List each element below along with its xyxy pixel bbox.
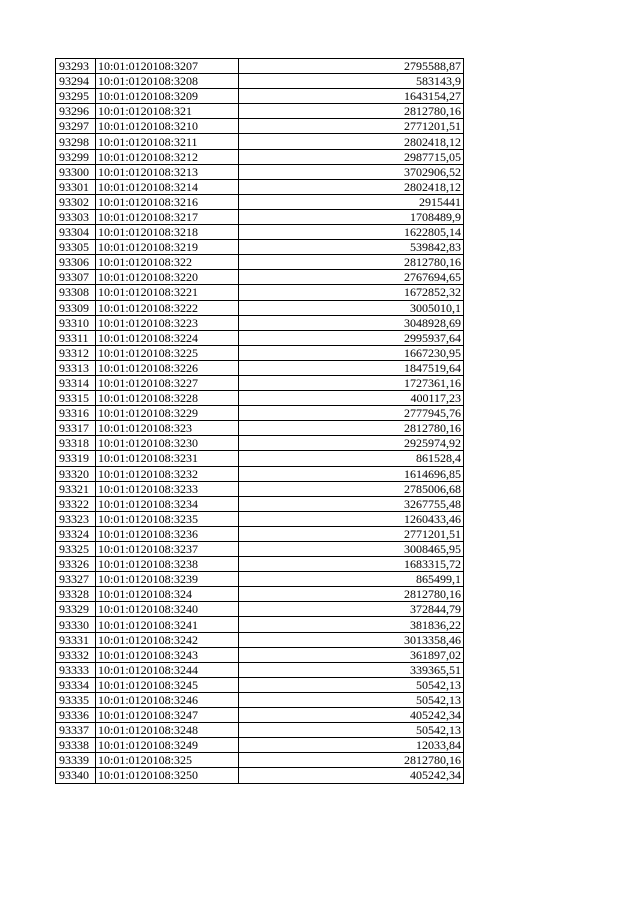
value-cell: 3702906,52 (239, 164, 464, 179)
cadastral-number-cell: 10:01:0120108:3217 (96, 209, 239, 224)
cadastral-number-cell: 10:01:0120108:3242 (96, 632, 239, 647)
value-cell: 2785006,68 (239, 481, 464, 496)
cadastral-number-cell: 10:01:0120108:321 (96, 104, 239, 119)
cadastral-number-cell: 10:01:0120108:3232 (96, 466, 239, 481)
table-row (56, 421, 464, 436)
table-row (56, 74, 464, 89)
table-row (56, 708, 464, 723)
value-cell: 2795588,87 (239, 59, 464, 74)
value-cell: 361897,02 (239, 647, 464, 662)
cadastral-number-cell: 10:01:0120108:3220 (96, 270, 239, 285)
row-id-cell: 93299 (56, 149, 96, 164)
cadastral-number-cell: 10:01:0120108:3229 (96, 406, 239, 421)
value-cell: 2812780,16 (239, 104, 464, 119)
row-id-cell: 93336 (56, 708, 96, 723)
value-cell: 372844,79 (239, 602, 464, 617)
value-cell: 1622805,14 (239, 225, 464, 240)
table-row (56, 526, 464, 541)
row-id-cell: 93335 (56, 692, 96, 707)
row-id-cell: 93326 (56, 557, 96, 572)
table-row (56, 149, 464, 164)
value-cell: 405242,34 (239, 768, 464, 783)
value-cell: 2812780,16 (239, 421, 464, 436)
row-id-cell: 93329 (56, 602, 96, 617)
value-cell: 2915441 (239, 194, 464, 209)
row-id-cell: 93323 (56, 511, 96, 526)
cadastral-number-cell: 10:01:0120108:3207 (96, 59, 239, 74)
table-row (56, 557, 464, 572)
table-row (56, 542, 464, 557)
value-cell: 3008465,95 (239, 542, 464, 557)
value-cell: 2812780,16 (239, 255, 464, 270)
row-id-cell: 93311 (56, 330, 96, 345)
table-row (56, 194, 464, 209)
table-row (56, 587, 464, 602)
table-row (56, 451, 464, 466)
cadastral-number-cell: 10:01:0120108:325 (96, 753, 239, 768)
row-id-cell: 93312 (56, 345, 96, 360)
table-row (56, 617, 464, 632)
cadastral-number-cell: 10:01:0120108:3208 (96, 74, 239, 89)
value-cell: 405242,34 (239, 708, 464, 723)
row-id-cell: 93295 (56, 89, 96, 104)
cadastral-number-cell: 10:01:0120108:3216 (96, 194, 239, 209)
value-cell: 1614696,85 (239, 466, 464, 481)
row-id-cell: 93303 (56, 209, 96, 224)
cadastral-number-cell: 10:01:0120108:3240 (96, 602, 239, 617)
cadastral-number-cell: 10:01:0120108:3228 (96, 391, 239, 406)
row-id-cell: 93328 (56, 587, 96, 602)
table-row (56, 466, 464, 481)
cadastral-number-cell: 10:01:0120108:3246 (96, 692, 239, 707)
table-row (56, 134, 464, 149)
value-cell: 1708489,9 (239, 209, 464, 224)
cadastral-number-cell: 10:01:0120108:324 (96, 587, 239, 602)
value-cell: 1683315,72 (239, 557, 464, 572)
row-id-cell: 93316 (56, 406, 96, 421)
row-id-cell: 93331 (56, 632, 96, 647)
cadastral-number-cell: 10:01:0120108:3234 (96, 496, 239, 511)
table-row (56, 632, 464, 647)
table-row (56, 255, 464, 270)
row-id-cell: 93320 (56, 466, 96, 481)
value-cell: 583143,9 (239, 74, 464, 89)
table-row (56, 436, 464, 451)
value-cell: 2777945,76 (239, 406, 464, 421)
value-cell: 2802418,12 (239, 134, 464, 149)
table-row (56, 677, 464, 692)
cadastral-number-cell: 10:01:0120108:3245 (96, 677, 239, 692)
value-cell: 50542,13 (239, 677, 464, 692)
cadastral-number-cell: 10:01:0120108:3244 (96, 662, 239, 677)
cadastral-number-cell: 10:01:0120108:3210 (96, 119, 239, 134)
row-id-cell: 93333 (56, 662, 96, 677)
value-cell: 381836,22 (239, 617, 464, 632)
value-cell: 2802418,12 (239, 179, 464, 194)
cadastral-number-cell: 10:01:0120108:3214 (96, 179, 239, 194)
cadastral-number-cell: 10:01:0120108:3223 (96, 315, 239, 330)
table-row (56, 179, 464, 194)
cadastral-number-cell: 10:01:0120108:3250 (96, 768, 239, 783)
cadastral-number-cell: 10:01:0120108:3227 (96, 375, 239, 390)
table-row (56, 723, 464, 738)
value-cell: 2812780,16 (239, 587, 464, 602)
row-id-cell: 93325 (56, 542, 96, 557)
cadastral-number-cell: 10:01:0120108:3211 (96, 134, 239, 149)
table-row (56, 602, 464, 617)
row-id-cell: 93324 (56, 526, 96, 541)
cadastral-number-cell: 10:01:0120108:3236 (96, 526, 239, 541)
value-cell: 1727361,16 (239, 375, 464, 390)
cadastral-number-cell: 10:01:0120108:3249 (96, 738, 239, 753)
cadastral-number-cell: 10:01:0120108:3218 (96, 225, 239, 240)
row-id-cell: 93330 (56, 617, 96, 632)
value-cell: 12033,84 (239, 738, 464, 753)
value-cell: 1643154,27 (239, 89, 464, 104)
row-id-cell: 93340 (56, 768, 96, 783)
row-id-cell: 93296 (56, 104, 96, 119)
table-body (56, 59, 464, 784)
row-id-cell: 93306 (56, 255, 96, 270)
table-row (56, 315, 464, 330)
value-cell: 3013358,46 (239, 632, 464, 647)
row-id-cell: 93327 (56, 572, 96, 587)
value-cell: 1260433,46 (239, 511, 464, 526)
table-row (56, 647, 464, 662)
value-cell: 865499,1 (239, 572, 464, 587)
value-cell: 1667230,95 (239, 345, 464, 360)
value-cell: 861528,4 (239, 451, 464, 466)
value-cell: 2987715,05 (239, 149, 464, 164)
value-cell: 3048928,69 (239, 315, 464, 330)
cadastral-number-cell: 10:01:0120108:3235 (96, 511, 239, 526)
table-row (56, 104, 464, 119)
table-row (56, 89, 464, 104)
row-id-cell: 93301 (56, 179, 96, 194)
table-row (56, 391, 464, 406)
cadastral-number-cell: 10:01:0120108:3233 (96, 481, 239, 496)
table-row (56, 738, 464, 753)
table-row (56, 270, 464, 285)
table-row (56, 285, 464, 300)
cadastral-number-cell: 10:01:0120108:3224 (96, 330, 239, 345)
data-table (55, 58, 464, 784)
table-row (56, 300, 464, 315)
table-row (56, 496, 464, 511)
value-cell: 2771201,51 (239, 119, 464, 134)
table-row (56, 225, 464, 240)
value-cell: 2925974,92 (239, 436, 464, 451)
cadastral-number-cell: 10:01:0120108:3209 (96, 89, 239, 104)
value-cell: 3267755,48 (239, 496, 464, 511)
row-id-cell: 93302 (56, 194, 96, 209)
cadastral-number-cell: 10:01:0120108:3237 (96, 542, 239, 557)
cadastral-number-cell: 10:01:0120108:3219 (96, 240, 239, 255)
table-row (56, 119, 464, 134)
row-id-cell: 93337 (56, 723, 96, 738)
cadastral-number-cell: 10:01:0120108:3238 (96, 557, 239, 572)
cadastral-number-cell: 10:01:0120108:3248 (96, 723, 239, 738)
table-row (56, 481, 464, 496)
row-id-cell: 93338 (56, 738, 96, 753)
row-id-cell: 93298 (56, 134, 96, 149)
row-id-cell: 93308 (56, 285, 96, 300)
row-id-cell: 93297 (56, 119, 96, 134)
row-id-cell: 93309 (56, 300, 96, 315)
cadastral-number-cell: 10:01:0120108:3241 (96, 617, 239, 632)
cadastral-number-cell: 10:01:0120108:3239 (96, 572, 239, 587)
table-row (56, 345, 464, 360)
value-cell: 1847519,64 (239, 360, 464, 375)
row-id-cell: 93318 (56, 436, 96, 451)
table-row (56, 406, 464, 421)
row-id-cell: 93332 (56, 647, 96, 662)
row-id-cell: 93310 (56, 315, 96, 330)
row-id-cell: 93304 (56, 225, 96, 240)
table-row (56, 330, 464, 345)
value-cell: 50542,13 (239, 723, 464, 738)
cadastral-number-cell: 10:01:0120108:3231 (96, 451, 239, 466)
cadastral-number-cell: 10:01:0120108:3243 (96, 647, 239, 662)
table-row (56, 511, 464, 526)
row-id-cell: 93321 (56, 481, 96, 496)
row-id-cell: 93313 (56, 360, 96, 375)
value-cell: 400117,23 (239, 391, 464, 406)
row-id-cell: 93305 (56, 240, 96, 255)
table-row (56, 209, 464, 224)
cadastral-number-cell: 10:01:0120108:3221 (96, 285, 239, 300)
table-row (56, 240, 464, 255)
cadastral-number-cell: 10:01:0120108:3212 (96, 149, 239, 164)
table-row (56, 692, 464, 707)
row-id-cell: 93314 (56, 375, 96, 390)
cadastral-number-cell: 10:01:0120108:3222 (96, 300, 239, 315)
value-cell: 2771201,51 (239, 526, 464, 541)
value-cell: 539842,83 (239, 240, 464, 255)
table-row (56, 59, 464, 74)
row-id-cell: 93334 (56, 677, 96, 692)
value-cell: 2995937,64 (239, 330, 464, 345)
table-row (56, 164, 464, 179)
cadastral-number-cell: 10:01:0120108:3247 (96, 708, 239, 723)
cadastral-number-cell: 10:01:0120108:3226 (96, 360, 239, 375)
row-id-cell: 93315 (56, 391, 96, 406)
table-row (56, 662, 464, 677)
value-cell: 2767694,65 (239, 270, 464, 285)
table-row (56, 753, 464, 768)
value-cell: 3005010,1 (239, 300, 464, 315)
cadastral-number-cell: 10:01:0120108:3225 (96, 345, 239, 360)
value-cell: 1672852,32 (239, 285, 464, 300)
table-row (56, 375, 464, 390)
row-id-cell: 93322 (56, 496, 96, 511)
row-id-cell: 93317 (56, 421, 96, 436)
row-id-cell: 93339 (56, 753, 96, 768)
row-id-cell: 93319 (56, 451, 96, 466)
row-id-cell: 93293 (56, 59, 96, 74)
cadastral-number-cell: 10:01:0120108:322 (96, 255, 239, 270)
cadastral-number-cell: 10:01:0120108:323 (96, 421, 239, 436)
cadastral-number-cell: 10:01:0120108:3213 (96, 164, 239, 179)
row-id-cell: 93307 (56, 270, 96, 285)
row-id-cell: 93300 (56, 164, 96, 179)
value-cell: 2812780,16 (239, 753, 464, 768)
row-id-cell: 93294 (56, 74, 96, 89)
table-row (56, 768, 464, 783)
cadastral-number-cell: 10:01:0120108:3230 (96, 436, 239, 451)
table-row (56, 572, 464, 587)
table-row (56, 360, 464, 375)
value-cell: 339365,51 (239, 662, 464, 677)
value-cell: 50542,13 (239, 692, 464, 707)
